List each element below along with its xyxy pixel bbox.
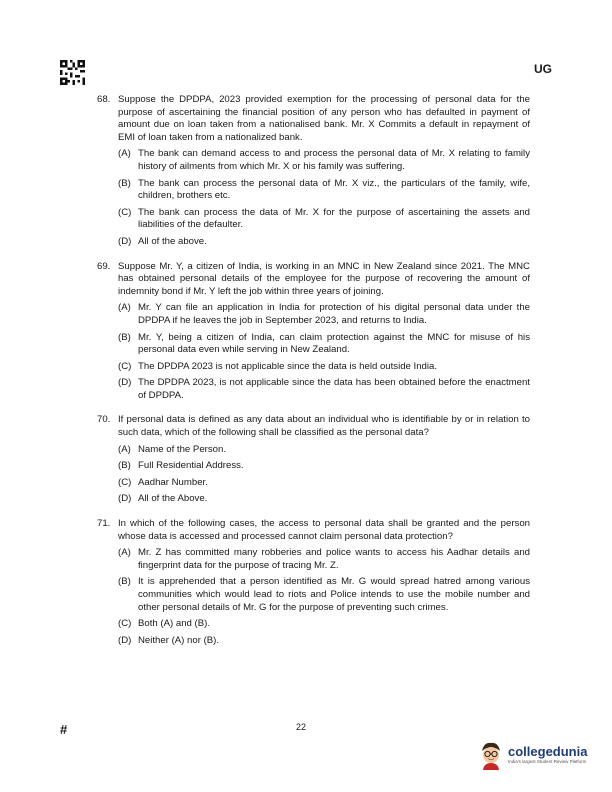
question-number: 68.	[97, 94, 111, 105]
question-number: 69.	[97, 260, 111, 272]
option-label: (B)	[118, 331, 131, 343]
option-label: (A)	[118, 148, 131, 160]
option-text: Name of the Person.	[138, 443, 226, 455]
answer-option	[118, 493, 530, 506]
option-text: Mr. Y can file an application in India for protection of his digital personal data under the DPDPA if he leaves the job in September 2023, and returns to India.	[138, 302, 530, 326]
collegedunia-logo	[478, 740, 587, 770]
option-text: Mr. Z has committed many robberies and police wants to access his Aadhar details and fingerprint data for the purpose of tracing Mr. Z.	[138, 547, 530, 571]
option-text: Both (A) and (B).	[138, 618, 210, 630]
question-body	[118, 261, 530, 403]
option-label: (A)	[118, 547, 131, 559]
option-label: (C)	[118, 360, 132, 372]
option-label: (C)	[118, 206, 132, 218]
page-number: 22	[296, 722, 307, 732]
question-body	[118, 414, 530, 506]
brand-name: collegedunia	[508, 744, 588, 759]
option-text: All of the above.	[138, 235, 207, 247]
question-body	[118, 94, 530, 249]
answer-option	[118, 302, 530, 327]
question-item	[97, 518, 530, 647]
question-text: In which of the following cases, the access to personal data shall be granted and the person whose data is accessed and processed cannot claim personal data protection?	[118, 518, 530, 542]
option-label: (C)	[118, 618, 132, 630]
answer-option	[118, 444, 530, 457]
option-text: The bank can demand access to and process the personal data of Mr. X relating to family history of ailments from which Mr. X or his family was suffering.	[138, 148, 530, 172]
answer-option	[118, 635, 530, 648]
question-text: Suppose Mr. Y, a citizen of India, is working in an MNC in New Zealand since 2021. The MNC has obtained personal details of the employee for the purpose of recovering the amount of indemnity bond if Mr. Y left the job within three years of joining.	[118, 260, 530, 297]
option-text: The bank can process the data of Mr. X for the purpose of ascertaining the assets and liabilities of the defaulter.	[138, 206, 530, 231]
qr-code	[60, 60, 85, 85]
question-item	[97, 261, 530, 403]
option-label: (A)	[118, 443, 131, 455]
option-text: Neither (A) nor (B).	[138, 634, 220, 646]
question-item	[97, 94, 530, 249]
answer-option	[118, 618, 530, 631]
option-text: The bank can process the personal data of Mr. X viz., the particulars of the family, wife, children, brothers etc.	[138, 177, 530, 202]
footer-hash: #	[60, 722, 68, 737]
option-text: Mr. Y, being a citizen of India, can claim protection against the MNC for misuse of his personal data even while serving in New Zealand.	[138, 331, 530, 356]
option-text: Aadhar Number.	[138, 476, 208, 488]
option-label: (A)	[118, 302, 131, 314]
answer-option	[118, 236, 530, 249]
mascot-icon	[478, 740, 504, 770]
answer-option	[118, 576, 530, 614]
question-text: Suppose the DPDPA, 2023 provided exemption for the processing of personal data for the purpose of ascertaining the financial position of any person who has defaulted in payment of amount due on loan taken from a nationalised bank. Mr. X Commits a default in repayment of EMI of loan taken from a nationalized bank.	[118, 94, 530, 143]
question-text: If personal data is defined as any data about an individual who is identifiable by or in relation to such data, which of the following shall be classified as the personal data?	[118, 414, 530, 439]
option-label: (C)	[118, 476, 132, 488]
answer-option	[118, 547, 530, 572]
answer-option	[118, 477, 530, 490]
option-text: All of the Above.	[138, 493, 208, 505]
question-number: 71.	[97, 518, 111, 530]
answer-option	[118, 377, 530, 402]
option-label: (D)	[118, 377, 132, 389]
option-label: (D)	[118, 634, 132, 646]
brand-tagline: India's largest Student Review Platform	[508, 759, 587, 764]
option-label: (B)	[118, 576, 131, 588]
option-label: (B)	[118, 460, 131, 472]
question-list	[97, 94, 530, 659]
option-text: The DPDPA 2023, is not applicable since the data has been obtained before the enactment of DPDPA.	[138, 377, 530, 401]
paper-code: UG	[534, 62, 552, 76]
answer-option	[118, 332, 530, 357]
option-label: (B)	[118, 177, 131, 189]
answer-option	[118, 460, 530, 473]
question-number: 70.	[97, 414, 111, 426]
answer-option	[118, 361, 530, 374]
option-text: The DPDPA 2023 is not applicable since the data is held outside India.	[138, 360, 438, 372]
option-label: (D)	[118, 493, 132, 505]
option-text: Full Residential Address.	[138, 460, 244, 472]
question-body	[118, 518, 530, 647]
option-label: (D)	[118, 235, 132, 247]
answer-option	[118, 207, 530, 232]
question-item	[97, 414, 530, 506]
option-text: It is apprehended that a person identified as Mr. G would spread hatred among various communities which would lead to riots and Police intends to use the mobile number and other personal details of Mr. G for the purpose of preventing such crimes.	[138, 576, 530, 613]
answer-option	[118, 148, 530, 173]
answer-option	[118, 178, 530, 203]
